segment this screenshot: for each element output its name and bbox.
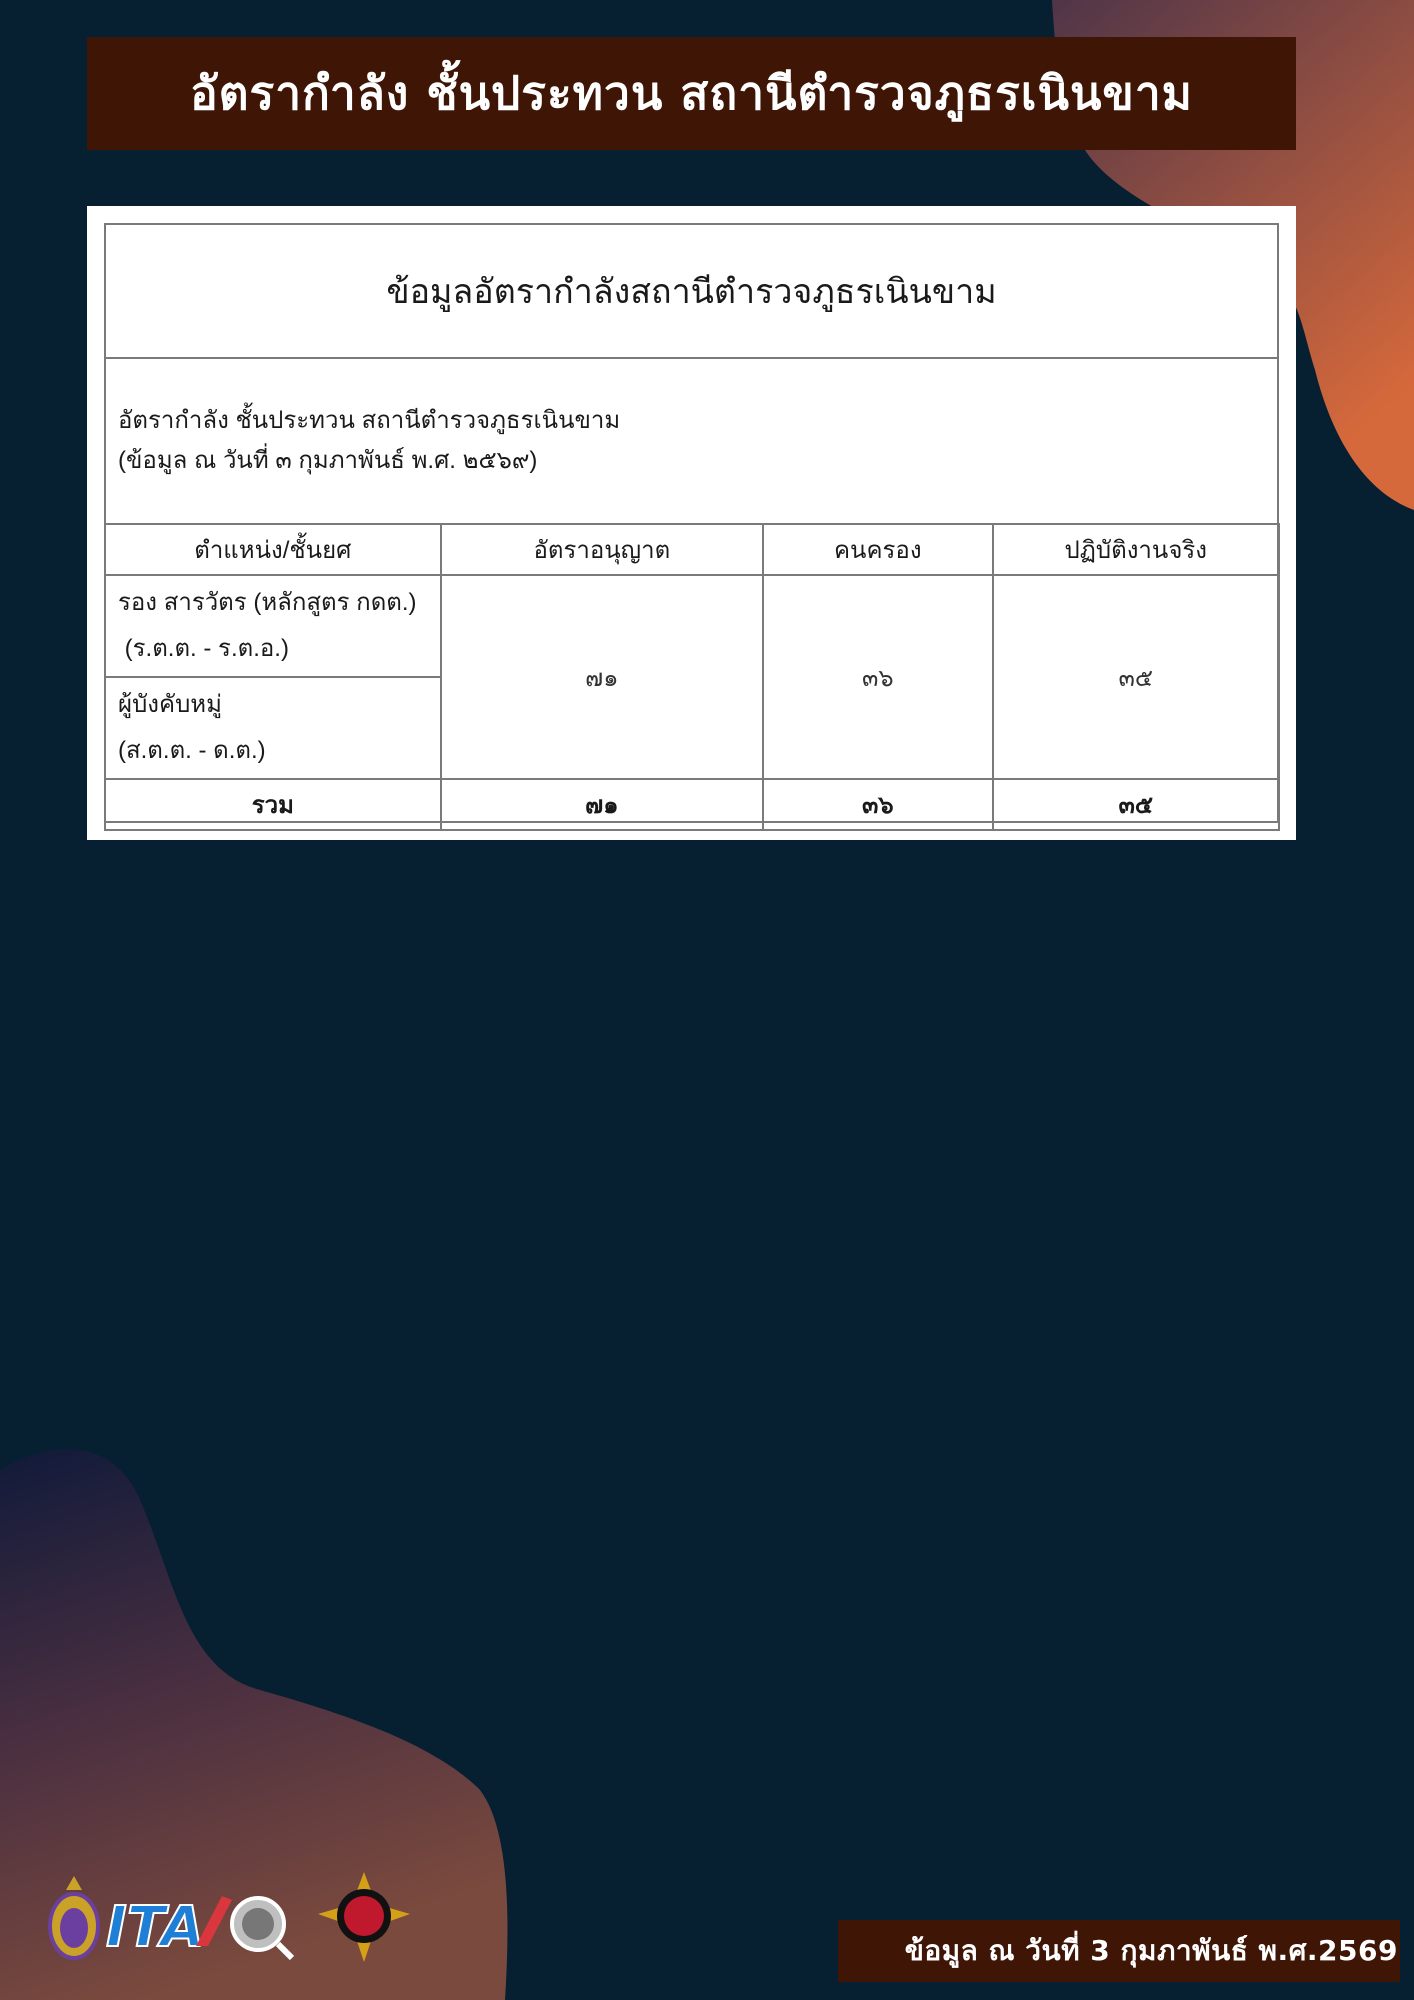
subtitle-line-1: อัตรากำลัง ชั้นประทวน สถานีตำรวจภูธรเนินขาม — [118, 407, 621, 434]
magnifier-seal-icon — [232, 1898, 292, 1958]
total-actual: ๓๕ — [993, 779, 1279, 830]
header-position-rank: ตำแหน่ง/ชั้นยศ — [105, 524, 441, 575]
header-banner — [87, 37, 1296, 150]
table-row — [105, 575, 1279, 677]
svg-text:ITA: ITA — [106, 1895, 205, 1960]
page-title: อัตรากำลัง ชั้นประทวน สถานีตำรวจภูธรเนินขาม — [190, 66, 1193, 120]
header-occupied: คนครอง — [763, 524, 993, 575]
footer-date-text: ข้อมูล ณ วันที่ 3 กุมภาพันธ์ พ.ศ.2569 — [904, 1934, 1398, 1967]
footer-date-badge — [838, 1920, 1400, 1982]
rank-line: (ส.ต.ต. - ด.ต.) — [118, 737, 266, 764]
document-frame — [104, 223, 1279, 823]
strength-table — [104, 523, 1280, 831]
header-authorized: อัตราอนุญาต — [441, 524, 763, 575]
subtitle-line-2: (ข้อมูล ณ วันที่ ๓ กุมภาพันธ์ พ.ศ. ๒๕๖๙) — [118, 447, 538, 474]
occupied-value: ๓๖ — [763, 575, 993, 779]
logo-strip — [46, 1868, 416, 1968]
ita-logo-icon — [106, 1895, 232, 1960]
total-authorized: ๗๑ — [441, 779, 763, 830]
authorized-value: ๗๑ — [441, 575, 763, 779]
rank-cell-deputy-inspector — [105, 575, 441, 677]
total-occupied: ๓๖ — [763, 779, 993, 830]
document-card — [87, 206, 1296, 840]
rank-line: รอง สารวัตร (หลักสูตร กดต.) — [118, 589, 417, 616]
table-header-row — [105, 524, 1279, 575]
rank-line: (ร.ต.ต. - ร.ต.อ.) — [118, 635, 289, 662]
document-title: ข้อมูลอัตรากำลังสถานีตำรวจภูธรเนินขาม — [106, 225, 1277, 359]
actual-value: ๓๕ — [993, 575, 1279, 779]
table-total-row — [105, 779, 1279, 830]
rank-cell-squad-leader — [105, 677, 441, 779]
total-label: รวม — [105, 779, 441, 830]
police-station-badge-icon — [318, 1872, 410, 1962]
police-crest-icon — [50, 1876, 98, 1958]
rank-line: ผู้บังคับหมู่ — [118, 691, 222, 718]
header-actual: ปฏิบัติงานจริง — [993, 524, 1279, 575]
document-subtitle — [118, 401, 620, 481]
